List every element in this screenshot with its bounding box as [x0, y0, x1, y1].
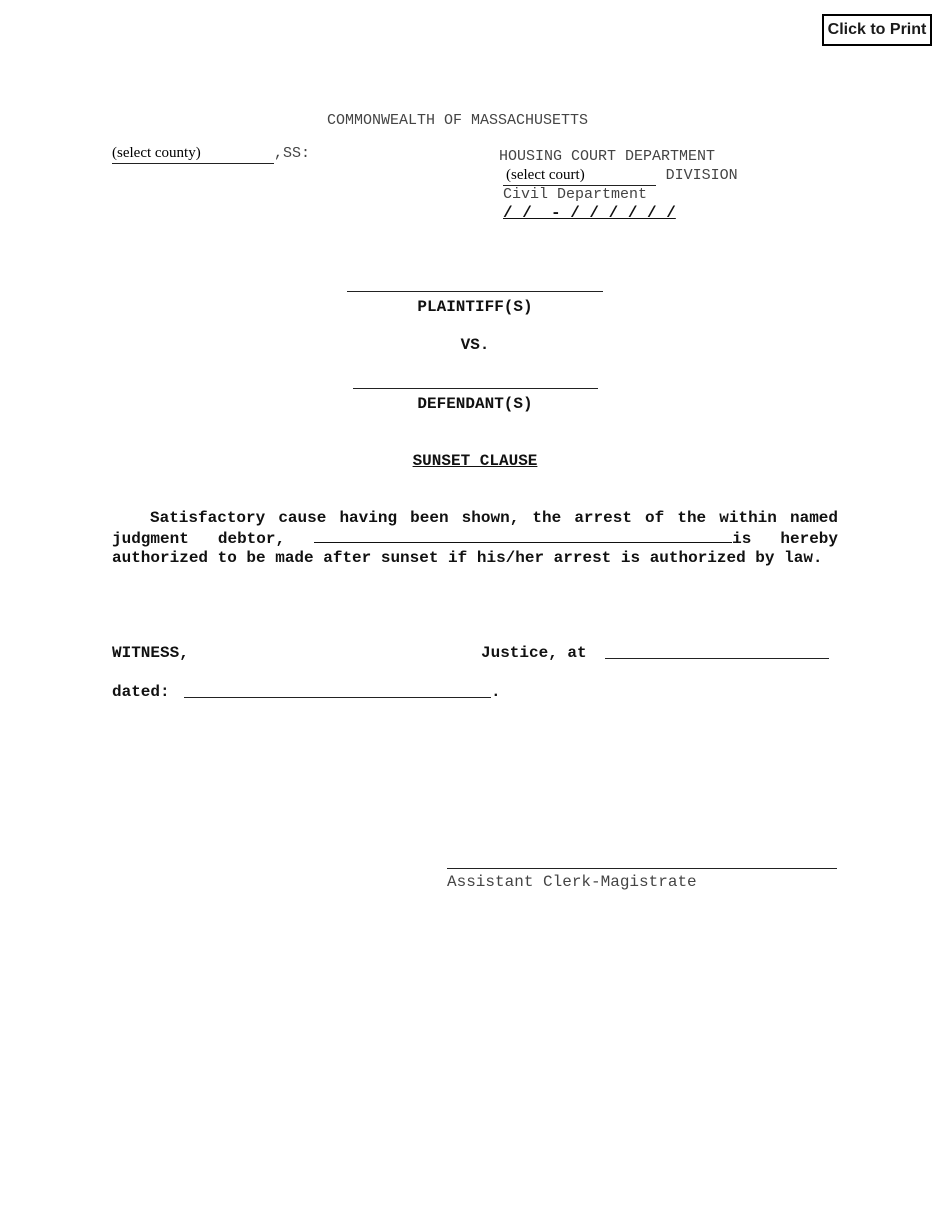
- justice-location-blank[interactable]: [605, 658, 829, 659]
- dated-period: .: [491, 683, 501, 701]
- witness-label: WITNESS,: [112, 644, 189, 662]
- court-select[interactable]: (select court): [503, 167, 656, 186]
- defendant-label: DEFENDANT(S): [417, 395, 533, 413]
- department-label: HOUSING COURT DEPARTMENT: [499, 148, 716, 165]
- civil-department-label: Civil Department: [503, 186, 648, 203]
- county-row: [112, 144, 310, 164]
- clerk-label: Assistant Clerk-Magistrate: [447, 873, 697, 891]
- dated-blank[interactable]: [184, 697, 491, 698]
- division-row: [503, 166, 738, 186]
- dated-label: dated:: [112, 683, 170, 701]
- division-label: DIVISION: [665, 167, 738, 184]
- justice-label: Justice, at: [481, 644, 587, 662]
- county-select[interactable]: (select county): [112, 145, 274, 164]
- document-title: SUNSET CLAUSE: [412, 452, 538, 470]
- body-paragraph: [112, 509, 838, 568]
- commonwealth-heading: COMMONWEALTH OF MASSACHUSETTS: [327, 112, 589, 129]
- ss-label: ,SS:: [274, 145, 311, 162]
- print-button[interactable]: Click to Print: [822, 14, 932, 46]
- versus-label: VS.: [460, 336, 490, 354]
- body-text-start: Satisfactory cause having been shown, the arrest of the within named judgment debtor,: [112, 509, 838, 548]
- plaintiff-name-line[interactable]: [347, 291, 603, 292]
- defendant-name-line[interactable]: [353, 388, 598, 389]
- clerk-signature-line[interactable]: [447, 868, 837, 869]
- body-text-end: is hereby authorized to be made after sunset if his/her arrest is authorized by law.: [112, 530, 839, 567]
- judgment-debtor-blank[interactable]: [314, 528, 732, 543]
- docket-number[interactable]: / / - / / / / / /: [503, 204, 676, 222]
- plaintiff-label: PLAINTIFF(S): [417, 298, 533, 316]
